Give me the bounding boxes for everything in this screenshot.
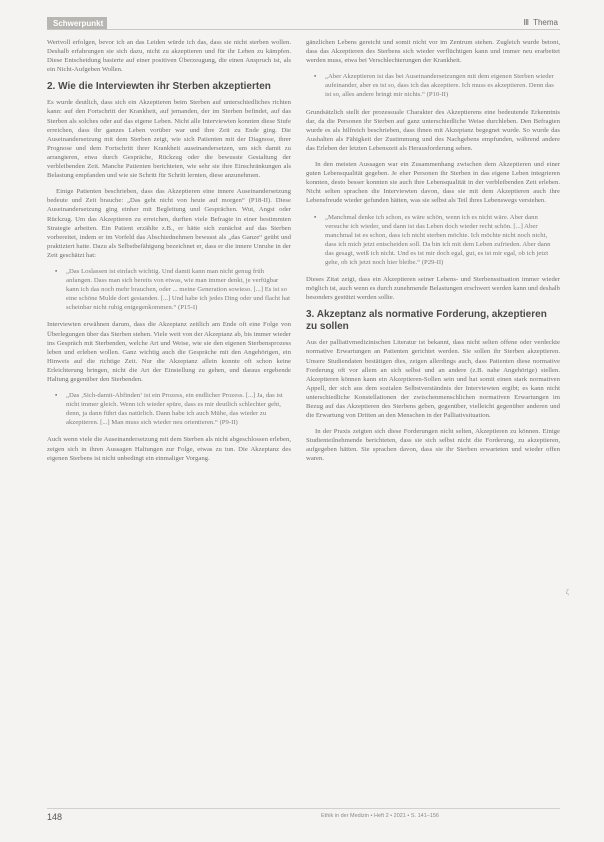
quote-text: „Aber Akzeptieren ist das bei Auseinandersetzungen mit dem eigenen Sterben wieder aufeinander, aber es ist so, dass ich das akzeptiere. Ich muss es akzeptieren. Denn das ist so, alles andere bringt mir nichts.“ (P10-II): [325, 73, 554, 99]
section-mark-icon: Ⅲ: [523, 18, 530, 27]
quote-text: „Das ‚Sich-damit-Abfinden‘ ist ein Prozess, ein endlicher Prozess. [...] Ja, das ist nicht immer gleich. Wenn ich wieder spüre, dass es mir deutlich schlechter geht, denn, ja dann führt das natürlich. Dann habe ich auch Mühe, das wieder zu akzeptieren. [...] Man muss sich wieder neu orientieren.“ (P9-II): [66, 392, 283, 427]
page-number: 148: [47, 812, 63, 822]
left-paragraph-4: Interviewten erwähnen darum, dass die Akzeptanz zeitlich am Ende oft eine Folge von Überlegungen über das Sterben stehen. Viele weit von der Akzeptanz ab, bis immer wieder ins Gespräch mit Sterbenden, welche Art und Weise, wie sie den eigenen Sterbensprozess leben und erleben wollen. Ganz wichtig auch die Gespräche mit den Angehörigen, ein Hinweis auf die richtige Zeit. Nur die Akzeptanz allein konnte oft schon keine Erleichterung bringen, nicht die Art der Einstellung zu gehen, und daraus ergebende Haltung gegenüber den Sterbenden.: [47, 321, 291, 383]
header-rule: [47, 29, 560, 30]
section-heading-2: 2. Wie die Interviewten ihr Sterben akzeptierten: [47, 81, 271, 93]
quote-bullet-icon: ▪: [55, 267, 58, 275]
left-paragraph-1: Wertvoll erfolgen, bevor ich an das Leiden würde ich das, dass sie nicht sterben wollen. Deshalb erfahrungen sie sich dazu, nicht zu akzeptieren und für ihr Leben zu kämpfen. Diese Entscheidung basierte auf einer positiven Überzeugung, die einen Anspruch ist, als ein Nicht-Aufgeben Wollen.: [47, 39, 291, 74]
right-quote-2: [314, 213, 560, 268]
footer-rule: [47, 808, 560, 809]
header-right-label: Thema: [533, 18, 558, 27]
left-column: [47, 38, 291, 470]
section-heading-3: 3. Akzeptanz als normative Forderung, akzeptieren zu sollen: [306, 309, 547, 333]
right-paragraph-3: In den meisten Aussagen war ein Zusammenhang zwischen dem Akzeptieren und einer guten Lebensqualität gegeben. Je eher Personen ihr Sterben in das eigene Leben integrieren konnten, desto besser konnten sie auch ihre Lebensqualität in der verbleibenden Zeit erleben. Nicht selten sprachen die Interviewten davon, dass sie mit dem Akzeptieren auch ihre Lebensfreude wieder gefunden hätten, was sie selbst als Teil ihres Lebenswegs verstehen.: [306, 161, 560, 205]
right-quote-1: [314, 72, 560, 99]
right-column: [306, 38, 560, 471]
right-paragraph-2: Grundsätzlich stellt der prozessuale Charakter des Akzeptierens eine bedeutende Erkenntnis dar, da die Personen ihr Sterben auf ganz unterschiedliche Weise durchleben. Den Befragten wurde es als hilfreich beschrieben, dass ihnen mit Akzeptanz begegnet wurde. So wurde das Aushalten als Fähigkeit der Zustimmung und des Nachgebens empfunden, während andere das Erleben der letzten Lebenszeit als Herausforderung sehen.: [306, 108, 560, 152]
right-paragraph-4: Dieses Zitat zeigt, dass ein Akzeptieren seiner Lebens- und Sterbenssituation immer wieder möglich ist, auch wenn es durch zunehmende Belastungen erschwert werden kann und deshalb besonders gestützt werden sollte.: [306, 276, 560, 302]
left-paragraph-5: Auch wenn viele die Auseinandersetzung mit dem Sterben als nicht abgeschlossen erleben, zeigen sich in ihren Aussagen Haltungen zur Folge, etwas zu tun. Die Akzeptanz des eigenen Sterbens ist nicht unbedingt ein einmaliger Vorgang.: [47, 436, 291, 462]
section-tab: Schwerpunkt: [47, 17, 107, 30]
left-quote-2: [55, 391, 291, 427]
quote-bullet-icon: ▪: [55, 392, 58, 400]
quote-text: „Das Loslassen ist einfach wichtig. Und damit kann man nicht genug früh anfangen. Dass man sich bereits von etwas, wie man immer denkt, je verfügbar kann ich das noch mehr brauchen, oder ... meine Generation sowieso. [...] Es ist so eine schöne Mulde dort gestanden. [...] Und habe ich jedes Ding oder und flacht hat scheinbar nicht ruhig entgegenkommen.“ (P15-I): [66, 267, 290, 312]
quote-text: „Manchmal denke ich schon, es wäre schön, wenn ich es nicht wäre. Aber dann versuche ich wieder, und dann ist das Leben doch wieder recht schön. [...] Aber manchmal ist es schon, dass ich nicht sterben möchte. Ich möchte nicht noch nicht, dass ich mich jetzt entscheiden soll. Da bin ich mit dem Leben zufrieden. Aber dann das gesagt, weiß ich nicht. Und es ist mir doch egal, gut, es ist mir egal, ob ich jetzt gehe, ob ich jetzt noch hier bleibe.“ (P29-II): [325, 213, 551, 266]
left-paragraph-2: Es wurde deutlich, dass sich ein Akzeptieren beim Sterben auf unterschiedliches richten kann: auf den Fortschritt der Krankheit, auf jemanden, der im Sterben befindet, auf das Sterben als solches oder auf das eigene Leben. Nicht alle Interviewten konnten diese Stufe erreichen, dass ihr ganzes Leben vorüber war und ihre Zeit zu Ende ging. Die Auseinandersetzung mit dem Sterben zeigt, wie sich Patienten mit der Diagnose, ihrer Prognose und dem Fortschritt ihrer Krankheit auseinandersetzen, um sich damit zu arrangieren, etwa durch Gespräche, Rückzug oder die bewusste Gestaltung der verbleibenden Zeit. Manche Patienten berichteten, wie sehr sie ihre Einschränkungen als Belastung empfanden und wie sie Schritt für Schritt lernten, diese anzunehmen.: [47, 99, 291, 180]
right-paragraph-5: Aus der palliativmedizinischen Literatur ist bekannt, dass nicht selten offene oder verdeckte normative Erwartungen an Patienten gerichtet werden. Sie sollen ihr Sterben akzeptieren. Unsere Studiendaten bestätigen dies, zeigen allerdings auch, dass Patienten diese normative Forderung oft vor allem an sich selbst und an andere (z.B. nahe Angehörige) stellen. Akzeptieren können kann ein Akzeptieren-Sollen sein und hat somit einen stark normativen Appell, der sich aus dem sozialen Selbstverständnis der Interviewten ergibt; es kann nicht unterschiedliche Konstellationen der zwischenmenschlichen normativen Erwartungen im Bezug auf das Akzeptieren des Sterbens geben, gegenüber, vielleicht gegenüber anderen und die Erwartung von Dritten an den Menschen in der Palliativsituation.: [306, 339, 560, 420]
quote-bullet-icon: ▪: [314, 213, 317, 221]
left-paragraph-3: Einige Patienten beschrieben, dass das Akzeptieren eine innere Auseinandersetzung bedeute und Zeit brauche: „Das geht nicht von heute auf morgen“ (P18-II). Diese Auseinandersetzung ging einher mit Begleitung und Gesprächen. Wut, Angst oder Rückzug. Um das Akzeptieren zu erreichen, durften viele Befragte in einer bestimmten Strategie arbeiten. Ein Patient erzählte z.B., er hätte sich zunächst auf das Sterben vorbereitet, indem er im Vorfeld das Abschiednehmen bewusst als „das Ganze“ geübt und praktiziert hatte. Dazu als Selbstbefähigung bezeichnet er, dass er die innere Unruhe in der Zeit geschätzt hat:: [47, 188, 291, 259]
left-quote-1: [55, 267, 291, 312]
margin-mark: ζ: [566, 588, 569, 596]
right-paragraph-1: gänzlichen Lebens gereicht und somit nicht vor im Zentrum stehen. Zugleich wurde betont, dass das Akzeptieren des Sterbens sich wieder verflüchtigen kann und immer neu erarbeitet werden muss, etwa bei Verschlechterungen der Krankheit.: [306, 39, 560, 65]
right-paragraph-6: In der Praxis zeigten sich diese Forderungen nicht selten, Akzeptieren zu können. Einige Studienteilnehmende berichteten, dass sie sich selbst nicht die Forderung, zu akzeptieren, aufgegeben hätten. Sie sprachen davon, dass sie ihr Sterben erwarteten und wieder offen waren.: [306, 428, 560, 463]
footer-citation: Ethik in der Medizin • Heft 2 • 2021 • S. 141–156: [321, 813, 439, 819]
quote-bullet-icon: ▪: [314, 73, 317, 81]
header-right: [524, 18, 559, 27]
